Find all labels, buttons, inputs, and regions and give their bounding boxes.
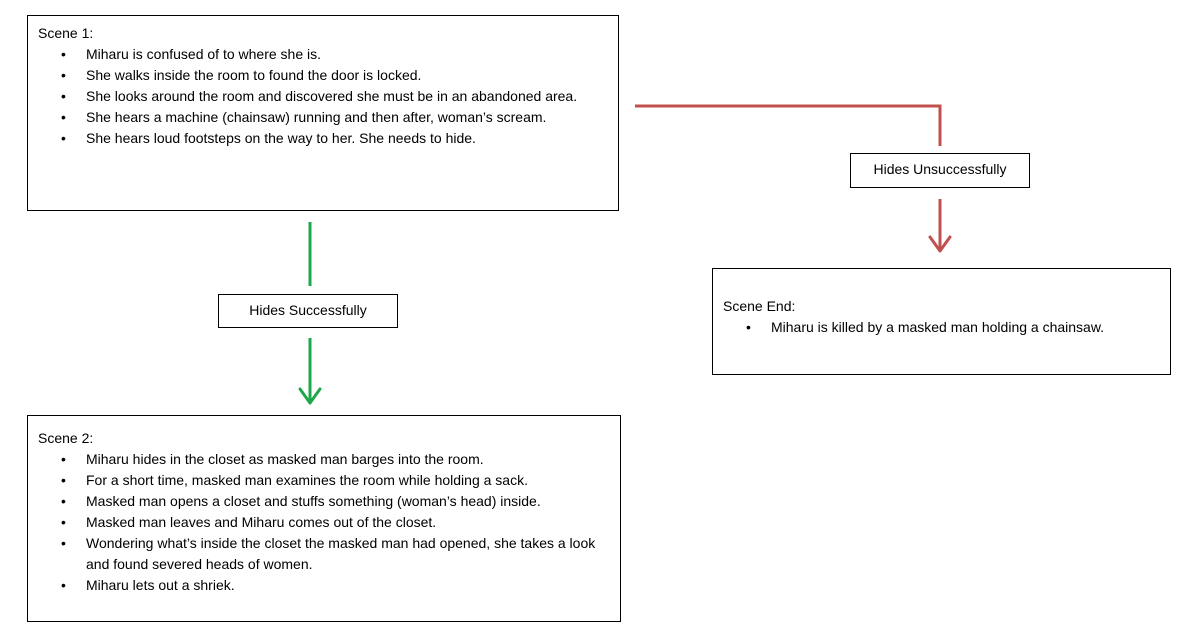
bullet-dot-icon: • bbox=[61, 46, 66, 62]
scene-1-bullet: • She walks inside the room to found the door is locked. bbox=[86, 65, 608, 86]
bullet-dot-icon: • bbox=[61, 535, 66, 551]
bullet-dot-icon: • bbox=[61, 130, 66, 146]
scene-1-box bbox=[27, 15, 619, 211]
bullet-dot-icon: • bbox=[61, 88, 66, 104]
scene-1-bullet: • She looks around the room and discovered she must be in an abandoned area. bbox=[86, 86, 631, 107]
fail-elbow-line bbox=[635, 106, 940, 146]
scene-2-box bbox=[27, 415, 621, 622]
scene-2-bullet: • Wondering what’s inside the closet the masked man had opened, she takes a look and found severed heads of women. bbox=[61, 535, 596, 572]
bullet-dot-icon: • bbox=[61, 577, 66, 593]
scene-end-box bbox=[712, 268, 1171, 375]
bullet-dot-icon: • bbox=[61, 109, 66, 125]
bullet-dot-icon: • bbox=[61, 67, 66, 83]
hides-unsuccessfully-label: Hides Unsuccessfully bbox=[850, 153, 1030, 188]
scene-end-bullet-list bbox=[723, 317, 1160, 338]
bullet-dot-icon: • bbox=[61, 451, 66, 467]
scene-1-bullet: • Miharu is confused of to where she is. bbox=[86, 44, 608, 65]
scene-2-bullet-list bbox=[38, 449, 610, 596]
scene-1-bullet: • She hears a machine (chainsaw) running and then after, woman’s scream. bbox=[86, 107, 586, 128]
scene-2-bullet: • For a short time, masked man examines the room while holding a sack. bbox=[86, 470, 610, 491]
bullet-dot-icon: • bbox=[746, 319, 751, 335]
bullet-dot-icon: • bbox=[61, 493, 66, 509]
scene-2-bullet: • Miharu hides in the closet as masked man barges into the room. bbox=[86, 449, 610, 470]
scene-end-heading: Scene End: bbox=[723, 298, 796, 314]
scene-2-bullet: • Masked man opens a closet and stuffs something (woman’s head) inside. bbox=[86, 491, 610, 512]
bullet-dot-icon: • bbox=[61, 514, 66, 530]
scene-end-bullet: • Miharu is killed by a masked man holding a chainsaw. bbox=[771, 317, 1160, 338]
scene-1-heading: Scene 1: bbox=[38, 25, 94, 41]
scene-2-bullet: • Masked man leaves and Miharu comes out of the closet. bbox=[86, 512, 610, 533]
hides-successfully-label: Hides Successfully bbox=[218, 294, 398, 328]
scene-2-bullet: • Miharu lets out a shriek. bbox=[86, 575, 610, 596]
bullet-dot-icon: • bbox=[61, 472, 66, 488]
scene-1-bullet: • She hears loud footsteps on the way to her. She needs to hide. bbox=[86, 128, 608, 149]
scene-2-heading: Scene 2: bbox=[38, 430, 94, 446]
scene-1-bullet-list bbox=[38, 44, 608, 149]
